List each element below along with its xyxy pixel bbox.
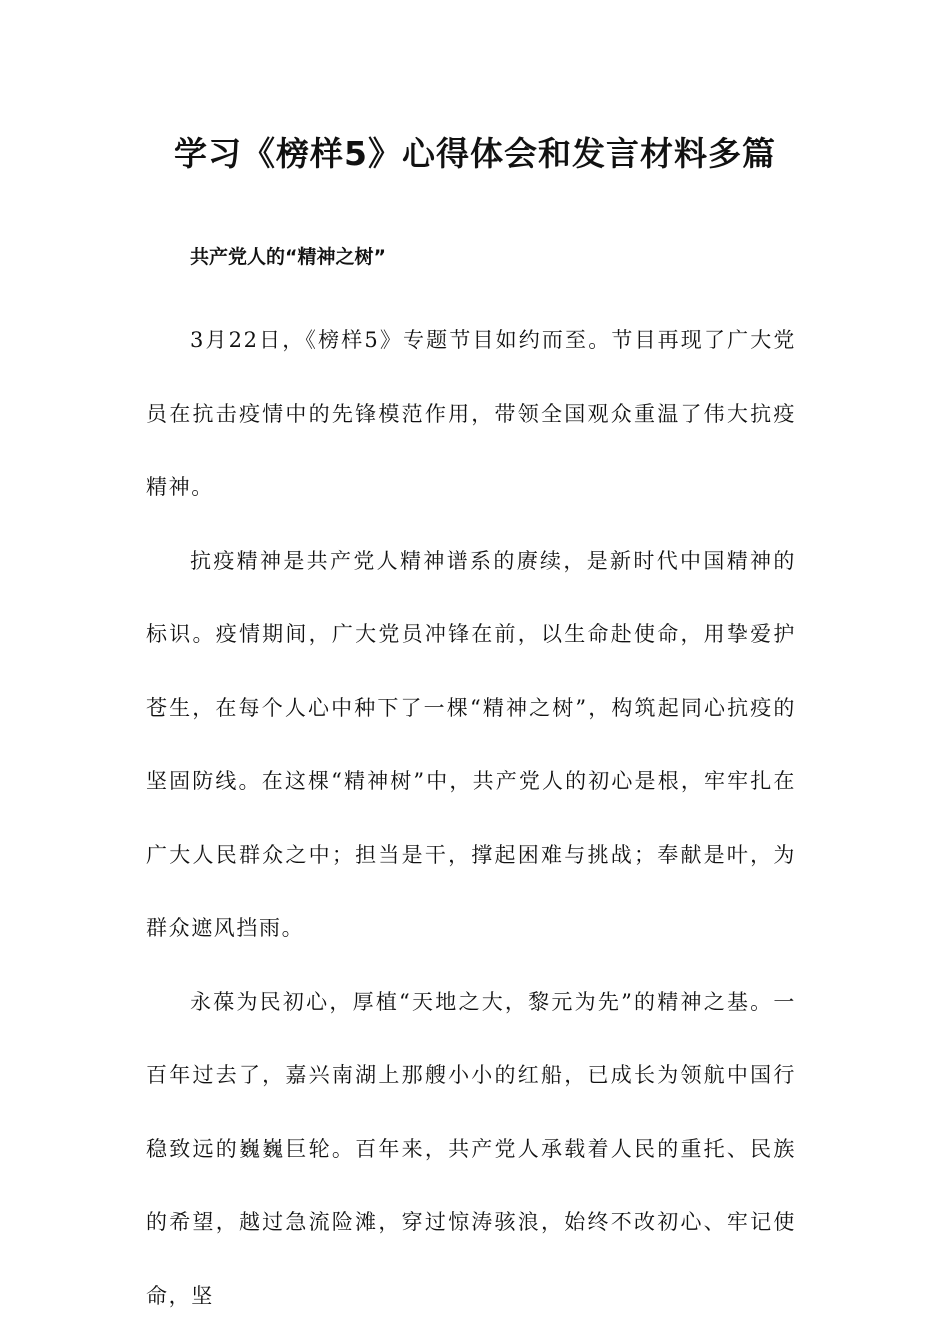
section-heading: 共产党人的“精神之树”: [190, 246, 386, 268]
paragraph: 抗疫精神是共产党人精神谱系的赓续，是新时代中国精神的标识。疫情期间，广大党员冲锋在前，以生命赴使命，用挚爱护苍生，在每个人心中种下了一棵“精神之树”，构筑起同心抗疫的坚固防线。在这棵“精神树”中，共产党人的初心是根，牢牢扎在广大人民群众之中；担当是干，撑起困难与挑战；奉献是叶，为群众遮风挡雨。: [146, 548, 796, 940]
paragraph: 3月22日，《榜样5》专题节目如约而至。节目再现了广大党员在抗击疫情中的先锋模范作用，带领全国观众重温了伟大抗疫精神。: [146, 328, 796, 499]
body-text: [146, 304, 796, 1333]
document-title: 学习《榜样5》心得体会和发言材料多篇: [174, 134, 776, 173]
paragraph: 永葆为民初心，厚植“天地之大，黎元为先”的精神之基。一百年过去了，嘉兴南湖上那艘小小的红船，已成长为领航中国行稳致远的巍巍巨轮。百年来，共产党人承载着人民的重托、民族的希望，越过急流险滩，穿过惊涛骇浪，始终不改初心、牢记使命，坚: [146, 989, 796, 1308]
